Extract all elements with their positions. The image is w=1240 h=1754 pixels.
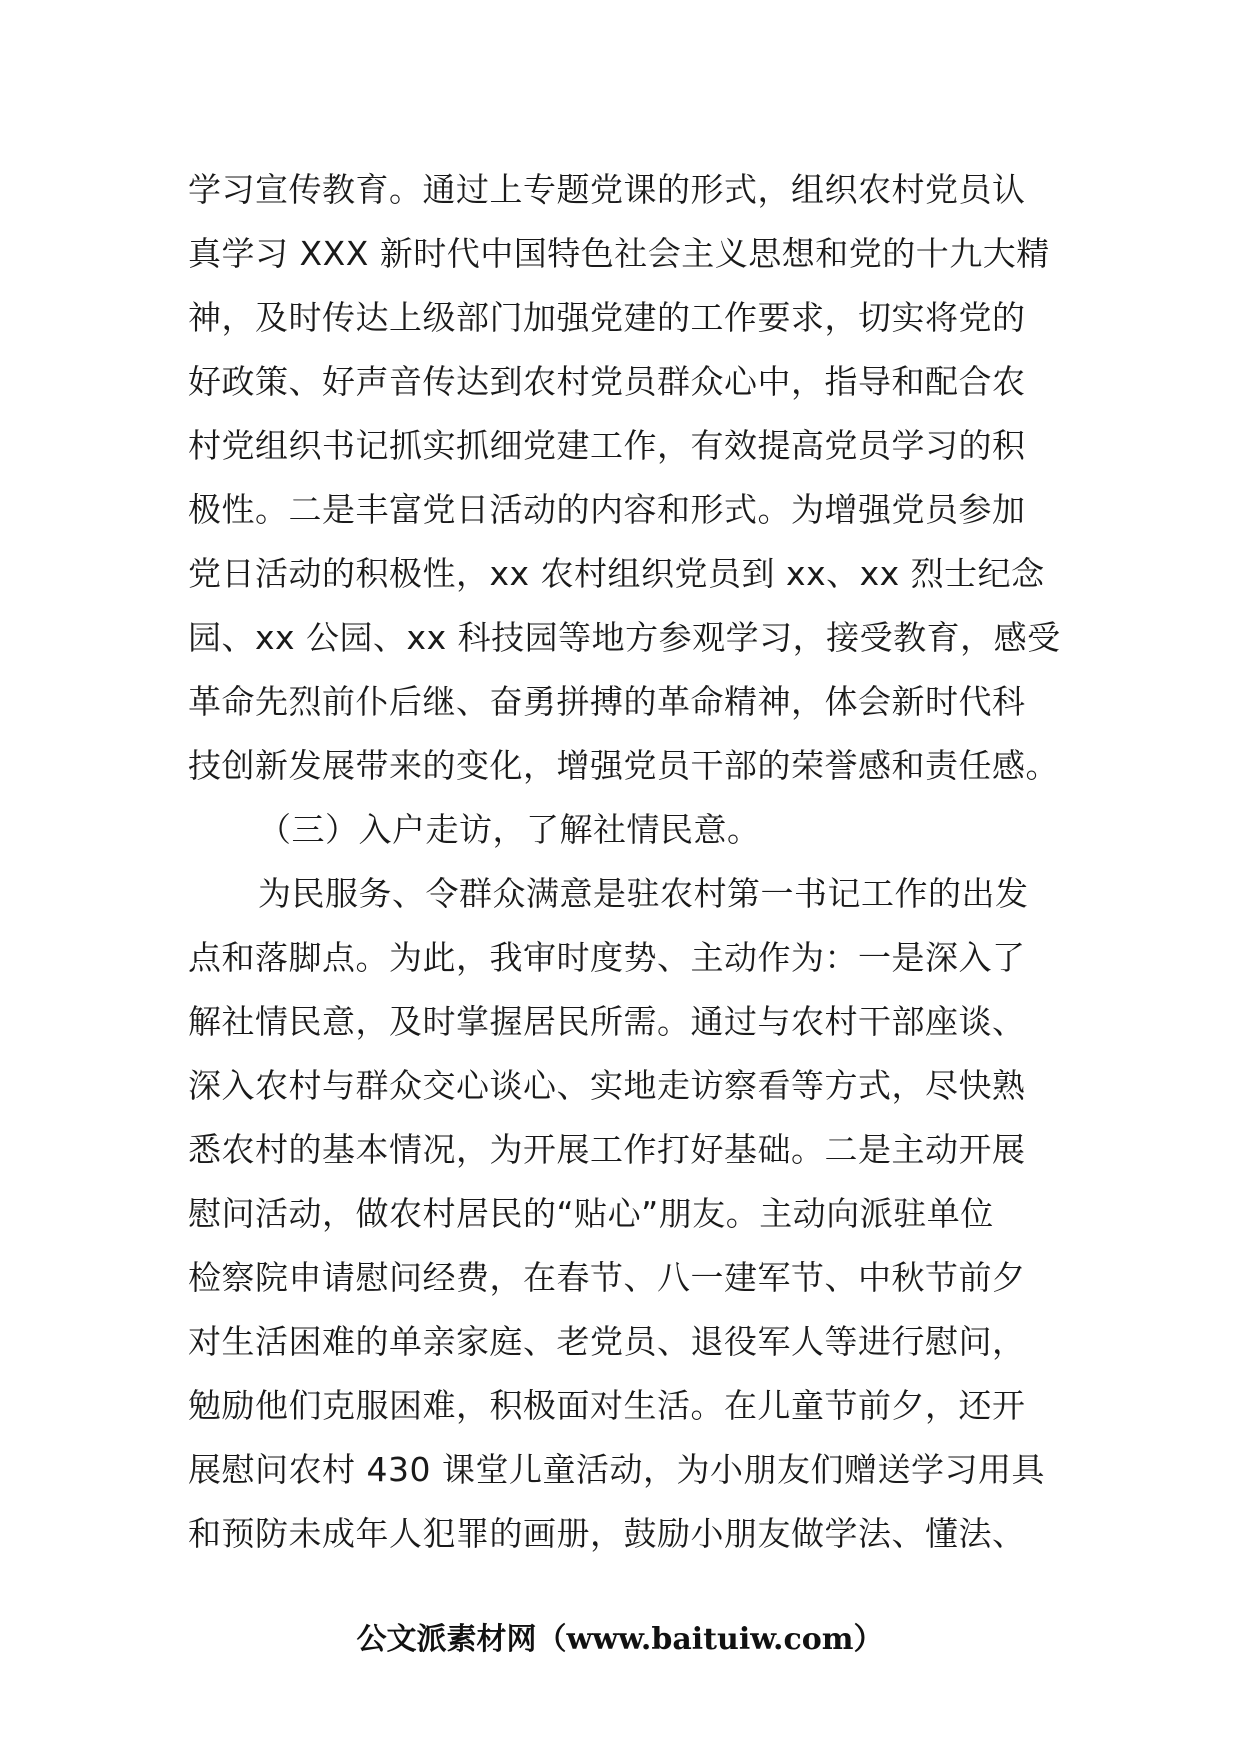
body-line: 真学习 XXX 新时代中国特色社会主义思想和党的十九大精 [188, 234, 1050, 273]
document-body [188, 158, 1061, 1566]
footer-watermark-text: 公文派素材网（www.baituiw.com） [356, 1622, 884, 1657]
paragraph-start-line: 为民服务、令群众满意是驻农村第一书记工作的出发 [258, 874, 1029, 913]
body-line: 技创新发展带来的变化，增强党员干部的荣誉感和责任感。 [188, 746, 1059, 785]
body-line: 深入农村与群众交心谈心、实地走访察看等方式，尽快熟 [188, 1066, 1026, 1105]
section-heading: （三）入户走访，了解社情民意。 [258, 810, 761, 849]
body-line: 园、xx 公园、xx 科技园等地方参观学习，接受教育，感受 [188, 618, 1061, 657]
body-line: 神，及时传达上级部门加强党建的工作要求，切实将党的 [188, 298, 1026, 337]
body-line: 和预防未成年人犯罪的画册，鼓励小朋友做学法、懂法、 [188, 1514, 1026, 1553]
body-line: 村党组织书记抓实抓细党建工作，有效提高党员学习的积 [188, 426, 1026, 465]
body-line: 检察院申请慰问经费，在春节、八一建军节、中秋节前夕 [188, 1258, 1026, 1297]
body-line: 解社情民意，及时掌握居民所需。通过与农村干部座谈、 [188, 1002, 1026, 1041]
body-line: 极性。二是丰富党日活动的内容和形式。为增强党员参加 [188, 490, 1026, 529]
body-line: 对生活困难的单亲家庭、老党员、退役军人等进行慰问， [188, 1322, 1026, 1361]
body-line: 好政策、好声音传达到农村党员群众心中，指导和配合农 [188, 362, 1026, 401]
body-line: 革命先烈前仆后继、奋勇拼搏的革命精神，体会新时代科 [188, 682, 1026, 721]
body-line: 悉农村的基本情况，为开展工作打好基础。二是主动开展 [188, 1130, 1026, 1169]
body-line: 勉励他们克服困难，积极面对生活。在儿童节前夕，还开 [188, 1386, 1026, 1425]
body-line: 展慰问农村 430 课堂儿童活动，为小朋友们赠送学习用具 [188, 1450, 1045, 1489]
body-line: 点和落脚点。为此，我审时度势、主动作为：一是深入了 [188, 938, 1026, 977]
body-line: 党日活动的积极性，xx 农村组织党员到 xx、xx 烈士纪念 [188, 554, 1045, 593]
body-line: 慰问活动，做农村居民的“贴心”朋友。主动向派驻单位 [188, 1194, 994, 1233]
body-line: 学习宣传教育。通过上专题党课的形式，组织农村党员认 [188, 170, 1026, 209]
